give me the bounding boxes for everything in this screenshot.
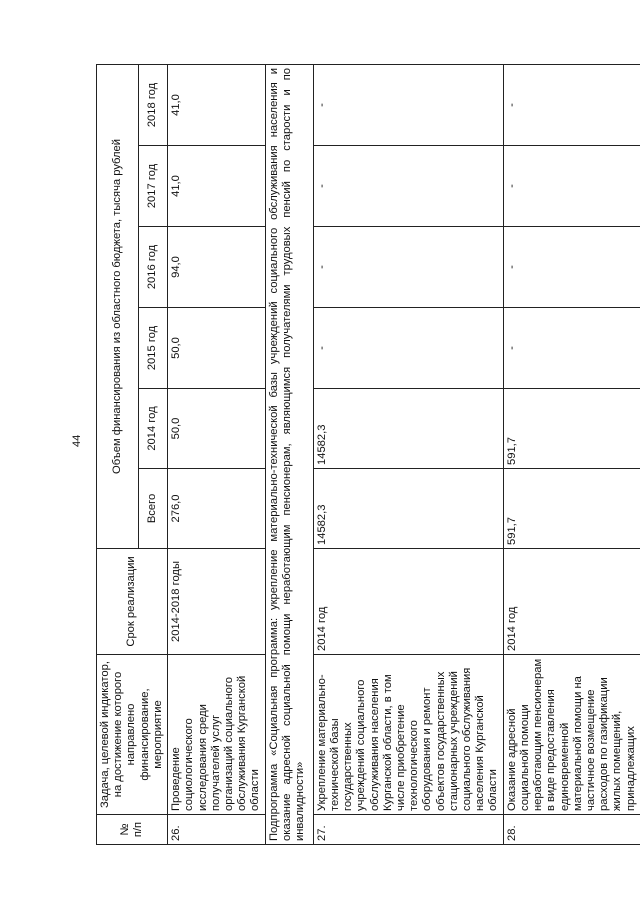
header-year-2015: 2015 год [138, 308, 167, 389]
row28-2016: - [503, 227, 640, 308]
row28-total: 591,7 [503, 469, 640, 549]
header-task: Задача, целевой индикатор, на достижение которого направлено финансирование, мероприятие [97, 655, 168, 815]
row28-task: Оказание адресной социальной помощи неработающим пенсионерам в виде предоставления единовременной материальной помощи на частичное возмещение расходов по газификации жилых помещений, принадлежащих [503, 655, 640, 815]
row26-term: 2014-2018 годы [168, 549, 266, 655]
header-year-2014: 2014 год [138, 389, 167, 469]
header-year-2017: 2017 год [138, 146, 167, 227]
row27-2014: 14582,3 [313, 389, 503, 469]
row27-2018: - [313, 65, 503, 146]
row27-num: 27. [313, 815, 503, 845]
row28-2018: - [503, 65, 640, 146]
row26-task: Проведение социологического исследования среди получателей услуг организаций социального обслуживания Курганской области [168, 655, 266, 815]
rotated-page-content [96, 65, 640, 845]
subprogram-title: Подпрограмма «Социальная программа: укрепление материально-технической базы учреждений социального обслуживания населения и оказание адресной социальной помощи неработающим пенсионерам, являющимся получателями трудовых пенсий по старости и по инвалидности» [265, 65, 313, 845]
row27-2016: - [313, 227, 503, 308]
page-number: 44 [71, 434, 83, 447]
row26-total: 276,0 [168, 469, 266, 549]
row26-num: 26. [168, 815, 266, 845]
row26-2017: 41,0 [168, 146, 266, 227]
row28-2014: 591,7 [503, 389, 640, 469]
table-row-26 [168, 65, 266, 845]
header-num: № п/п [97, 815, 168, 845]
row27-total: 14582,3 [313, 469, 503, 549]
row27-task: Укрепление материально-технической базы государственных учреждений социального обслуживания населения Курганской области, в том числе приобретение технологического оборудования и ремонт объектов государственных стационарных учреждений социального обслуживания населения Курганской области [313, 655, 503, 815]
row26-2014: 50,0 [168, 389, 266, 469]
row26-2018: 41,0 [168, 65, 266, 146]
header-year-total: Всего [138, 469, 167, 549]
subprogram-row [265, 65, 313, 845]
header-term: Срок реализации [97, 549, 168, 655]
row28-2015: - [503, 308, 640, 389]
header-year-2016: 2016 год [138, 227, 167, 308]
table-row-27 [313, 65, 503, 845]
header-volume: Объем финансирования из областного бюджета, тысяча рублей [97, 65, 139, 549]
row27-2017: - [313, 146, 503, 227]
row28-term: 2014 год [503, 549, 640, 655]
financing-table [96, 64, 640, 845]
table-row-28 [503, 65, 640, 845]
row27-term: 2014 год [313, 549, 503, 655]
row28-2017: - [503, 146, 640, 227]
header-year-2018: 2018 год [138, 65, 167, 146]
row26-2015: 50,0 [168, 308, 266, 389]
row26-2016: 94,0 [168, 227, 266, 308]
header-row-1 [97, 65, 139, 845]
row27-2015: - [313, 308, 503, 389]
row28-num: 28. [503, 815, 640, 845]
